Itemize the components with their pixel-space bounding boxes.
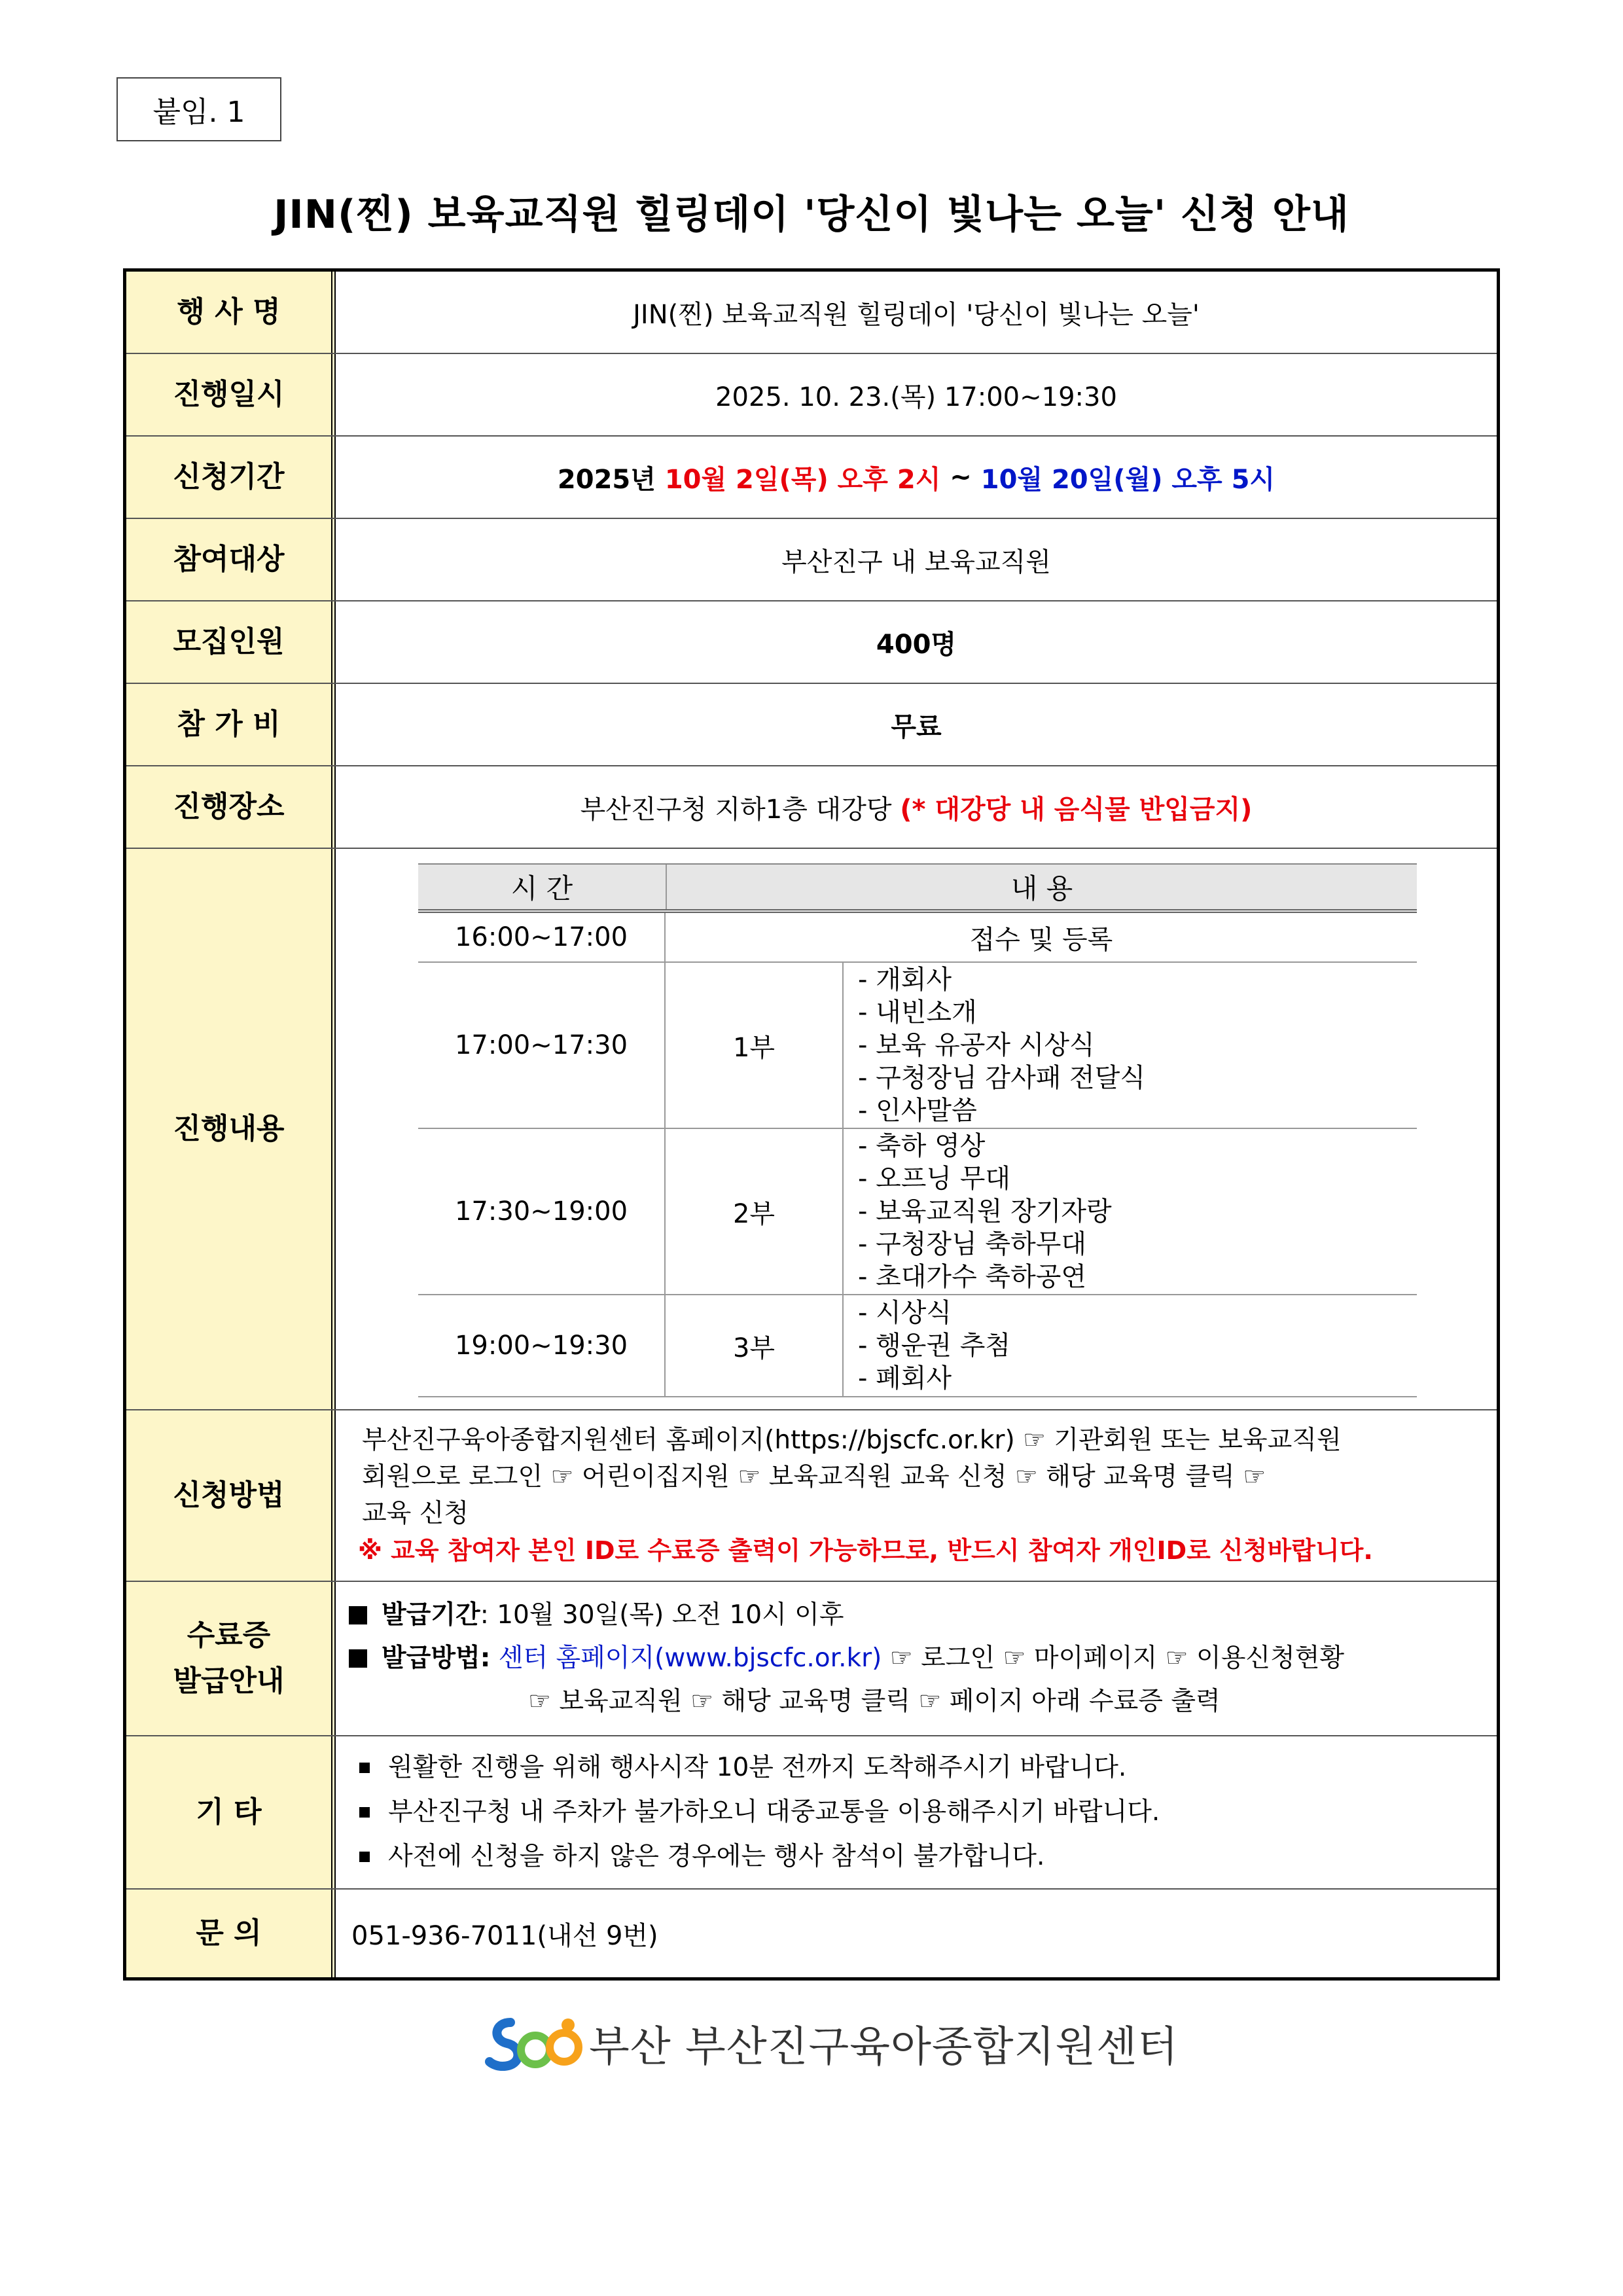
schedule-item: - 인사말씀 — [858, 1096, 977, 1126]
schedule-time: 19:00~19:30 — [418, 1295, 666, 1396]
schedule-part: 2부 — [666, 1129, 844, 1294]
schedule-item: - 보육 유공자 시상식 — [858, 1030, 1095, 1060]
schedule-item: - 개회사 — [858, 965, 952, 995]
schedule-time: 16:00~17:00 — [418, 913, 666, 961]
contact-label: 문 의 — [126, 1890, 336, 1977]
etc-item-text: 사전에 신청을 하지 않은 경우에는 행사 참석이 불가합니다. — [388, 1842, 1045, 1871]
event-name-label: 행 사 명 — [126, 272, 336, 353]
square-bullet-icon — [359, 1852, 370, 1862]
event-date-label: 진행일시 — [126, 354, 336, 435]
program-label: 진행내용 — [126, 849, 336, 1409]
schedule-part: 3부 — [666, 1295, 844, 1396]
schedule-header — [418, 863, 1417, 913]
schedule-row-part1 — [418, 963, 1417, 1129]
schedule-content: 접수 및 등록 — [969, 924, 1113, 955]
certificate-value — [336, 1582, 1497, 1735]
method-line: 교육 신청 — [362, 1499, 469, 1528]
fee-value: 무료 — [891, 711, 942, 742]
row-method — [126, 1410, 1497, 1582]
schedule-header-time: 시 간 — [418, 865, 667, 909]
schedule-item: - 초대가수 축하공연 — [858, 1262, 1086, 1292]
schedule-header-content: 내 용 — [1010, 872, 1073, 905]
etc-item — [359, 1746, 1160, 1790]
venue-value — [336, 766, 1497, 848]
schedule-table — [336, 849, 1497, 1409]
program-value — [336, 849, 1497, 1409]
venue-label: 진행장소 — [126, 766, 336, 848]
apply-year: 2025년 — [557, 464, 656, 495]
schedule-item: - 구청장님 축하무대 — [858, 1229, 1086, 1259]
schedule-row-registration — [418, 913, 1417, 963]
row-apply-period — [126, 437, 1497, 519]
schedule-items — [844, 963, 1417, 1128]
schedule-item: - 보육교직원 장기자랑 — [858, 1196, 1112, 1227]
schedule-item: - 오프닝 무대 — [858, 1164, 1011, 1194]
event-name-value: JIN(찐) 보육교직원 힐링데이 '당신이 빛나는 오늘' — [633, 299, 1200, 330]
apply-period-value — [336, 437, 1497, 518]
capacity-label: 모집인원 — [126, 601, 336, 683]
apply-start: 10월 2일(목) 오후 2시 — [664, 464, 941, 495]
row-capacity — [126, 601, 1497, 684]
etc-value — [336, 1736, 1497, 1888]
schedule-row-part3 — [418, 1295, 1417, 1397]
schedule-item: - 시상식 — [858, 1298, 952, 1328]
etc-item — [359, 1835, 1160, 1879]
row-target — [126, 519, 1497, 601]
footer-org-name: 부산 부산진구육아종합지원센터 — [589, 2023, 1179, 2072]
schedule-item: - 내빈소개 — [858, 997, 977, 1028]
etc-item-text: 부산진구청 내 주차가 불가하오니 대중교통을 이용해주시기 바랍니다. — [388, 1797, 1160, 1827]
event-date-value: 2025. 10. 23.(목) 17:00~19:30 — [715, 382, 1117, 412]
attachment-label: 붙임. 1 — [116, 77, 281, 141]
page-title: JIN(찐) 보육교직원 힐링데이 '당신이 빛나는 오늘' 신청 안내 — [274, 192, 1349, 238]
schedule-item: - 행운권 추첨 — [858, 1331, 1011, 1361]
schedule-item: - 폐회사 — [858, 1363, 952, 1393]
footer — [484, 2011, 1179, 2076]
etc-item-text: 원활한 진행을 위해 행사시작 10분 전까지 도착해주시기 바랍니다. — [388, 1753, 1127, 1782]
certificate-period — [349, 1594, 1344, 1637]
method-label: 발급방법: — [382, 1643, 491, 1673]
method-steps-2: ☞ 보육교직원 ☞ 해당 교육명 클릭 ☞ 페이지 아래 수료증 출력 — [528, 1687, 1221, 1716]
schedule-item: - 축하 영상 — [858, 1131, 986, 1161]
apply-end: 10월 20일(월) 오후 5시 — [980, 464, 1275, 495]
schedule-part: 1부 — [666, 963, 844, 1128]
method-line: 회원으로 로그인 ☞ 어린이집지원 ☞ 보육교직원 교육 신청 ☞ 해당 교육명 클릭 ☞ — [362, 1462, 1266, 1492]
certificate-label — [126, 1582, 336, 1735]
certificate-label-line: 수료증 — [187, 1618, 271, 1652]
venue-text: 부산진구청 지하1층 대강당 — [580, 794, 892, 825]
certificate-method — [349, 1637, 1344, 1680]
row-venue — [126, 766, 1497, 849]
method-label: 신청방법 — [126, 1410, 336, 1581]
etc-item — [359, 1790, 1160, 1835]
capacity-value: 400명 — [876, 629, 957, 660]
schedule-items — [844, 1295, 1417, 1396]
square-bullet-icon — [349, 1649, 367, 1668]
method-value — [336, 1410, 1497, 1581]
fee-label: 참 가 비 — [126, 684, 336, 765]
apply-sep: ~ — [950, 462, 972, 492]
schedule-time: 17:30~19:00 — [418, 1129, 666, 1294]
center-logo-icon — [484, 2011, 582, 2076]
schedule-item: - 구청장님 감사패 전달식 — [858, 1063, 1145, 1093]
method-warning: ※ 교육 참여자 본인 ID로 수료증 출력이 가능하므로, 반드시 참여자 개인ID로 신청바랍니다. — [358, 1536, 1373, 1565]
info-table — [123, 268, 1500, 1981]
row-event-name — [126, 272, 1497, 354]
row-etc — [126, 1736, 1497, 1890]
schedule-row-part2 — [418, 1129, 1417, 1295]
target-label: 참여대상 — [126, 519, 336, 600]
period-value: : 10월 30일(목) 오전 10시 이후 — [480, 1600, 844, 1630]
target-value: 부산진구 내 보육교직원 — [781, 547, 1051, 577]
schedule-time: 17:00~17:30 — [418, 963, 666, 1128]
period-label: 발급기간 — [382, 1600, 480, 1630]
venue-note: (* 대강당 내 음식물 반입금지) — [900, 794, 1253, 825]
method-steps: ☞ 로그인 ☞ 마이페이지 ☞ 이용신청현황 — [889, 1643, 1345, 1673]
row-event-date — [126, 354, 1497, 437]
row-contact — [126, 1890, 1497, 1977]
certificate-label-line: 발급안내 — [173, 1664, 285, 1698]
schedule-items — [844, 1129, 1417, 1294]
row-fee — [126, 684, 1497, 766]
apply-period-label: 신청기간 — [126, 437, 336, 518]
square-bullet-icon — [359, 1763, 370, 1773]
square-bullet-icon — [359, 1807, 370, 1818]
square-bullet-icon — [349, 1606, 367, 1624]
etc-label: 기 타 — [126, 1736, 336, 1888]
row-program — [126, 849, 1497, 1410]
method-line: 부산진구육아종합지원센터 홈페이지(https://bjscfc.or.kr) ☞ 기관회원 또는 보육교직원 — [362, 1426, 1342, 1455]
row-certificate — [126, 1582, 1497, 1736]
center-homepage-link[interactable]: 센터 홈페이지(www.bjscfc.or.kr) — [498, 1643, 882, 1673]
contact-value: 051-936-7011(내선 9번) — [351, 1920, 658, 1951]
